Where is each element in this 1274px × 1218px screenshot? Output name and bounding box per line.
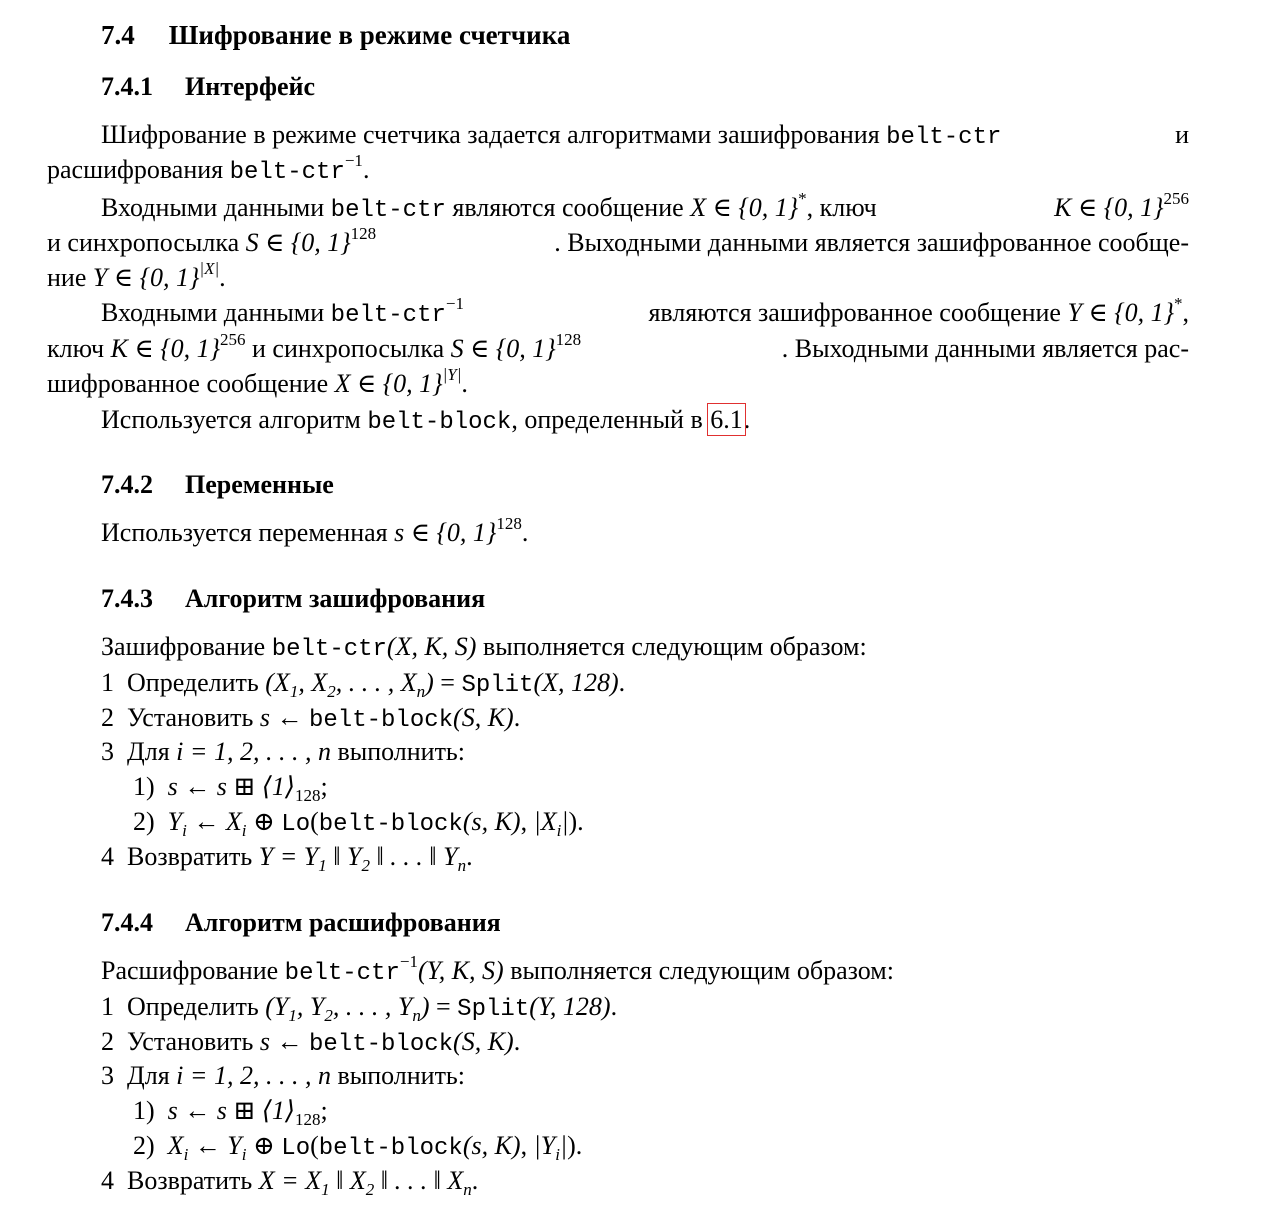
subsection-heading-interface: 7.4.1 Интерфейс [101, 72, 316, 101]
algorithm-substep: 2) $X_i$ ← $Y_i$ ⊕ Lo(belt-block(s, K), $|Y_i|$). [133, 1131, 583, 1164]
paragraph-line: Используется алгоритм belt-block, определенный в 6.1. [101, 405, 751, 436]
paragraph-line: и синхропосылка S ∈ {0, 1}$^{128}$ . Выходными данными является зашифрованное сообще- [47, 224, 1189, 257]
section-reference-link[interactable]: 6.1 [710, 405, 743, 434]
subsection-heading-decryption: 7.4.4 Алгоритм расшифрования [101, 908, 501, 937]
algorithm-step: 1 Определить ($Y_1$, $Y_2$, . . . , $Y_n$) = Split(Y, 128). [101, 992, 618, 1025]
paragraph-line: ключ K ∈ {0, 1}$^{256}$ и синхропосылка S ∈ {0, 1}$^{128}$ . Выходными данными является рас- [47, 330, 1189, 363]
section-heading [101, 18, 570, 52]
paragraph-line: Используется переменная s ∈ {0, 1}$^{128}$. [101, 514, 529, 547]
paragraph-line: ние Y ∈ {0, 1}$^{|X|}$. [47, 259, 226, 292]
algorithm-step: 2 Установить s ← belt-block(S, K). [101, 703, 521, 734]
algorithm-substep: 2) $Y_i$ ← $X_i$ ⊕ Lo(belt-block(s, K), $|X_i|$). [133, 807, 584, 840]
subsection-heading-variables: 7.4.2 Переменные [101, 470, 334, 499]
algorithm-step: 3 Для i = 1, 2, . . . , n выполнить: [101, 737, 466, 766]
paragraph-line: Входными данными belt-ctr являются сообщение X ∈ {0, 1}*, ключ K ∈ {0, 1}$^{256}$ [101, 189, 1189, 224]
algorithm-step: 2 Установить s ← belt-block(S, K). [101, 1027, 521, 1058]
section-title: Шифрование в режиме счетчика [168, 20, 571, 50]
section-number: 7.4 [101, 20, 135, 50]
paragraph-line: расшифрования belt-ctr$^{-1}$. [47, 151, 370, 186]
algorithm-step: 4 Возвратить $X = X_1$ ‖ $X_2$ ‖ . . . ‖ $X_n$. [101, 1166, 479, 1199]
algorithm-step: 3 Для i = 1, 2, . . . , n выполнить: [101, 1061, 466, 1090]
paragraph-line: шифрованное сообщение X ∈ {0, 1}$^{|Y|}$. [47, 365, 468, 398]
paragraph-line: Входными данными belt-ctr$^{-1}$ являются зашифрованное сообщение Y ∈ {0, 1}*, [101, 294, 1189, 329]
algorithm-intro: Расшифрование belt-ctr$^{-1}$(Y, K, S) выполняется следующим образом: [101, 952, 894, 987]
algorithm-step: 4 Возвратить $Y = Y_1$ ‖ $Y_2$ ‖ . . . ‖ $Y_n$. [101, 842, 473, 875]
algorithm-substep: 1) s ← s ⊞ $⟨1⟩_{128}$; [133, 772, 328, 805]
algorithm-intro: Зашифрование belt-ctr(X, K, S) выполняется следующим образом: [101, 632, 867, 663]
paragraph-line: Шифрование в режиме счетчика задается алгоритмами зашифрования belt-ctr и [101, 120, 1189, 151]
algorithm-substep: 1) s ← s ⊞ $⟨1⟩_{128}$; [133, 1096, 328, 1129]
algorithm-step: 1 Определить ($X_1$, $X_2$, . . . , $X_n$) = Split(X, 128). [101, 668, 626, 701]
subsection-heading-encryption: 7.4.3 Алгоритм зашифрования [101, 584, 486, 613]
